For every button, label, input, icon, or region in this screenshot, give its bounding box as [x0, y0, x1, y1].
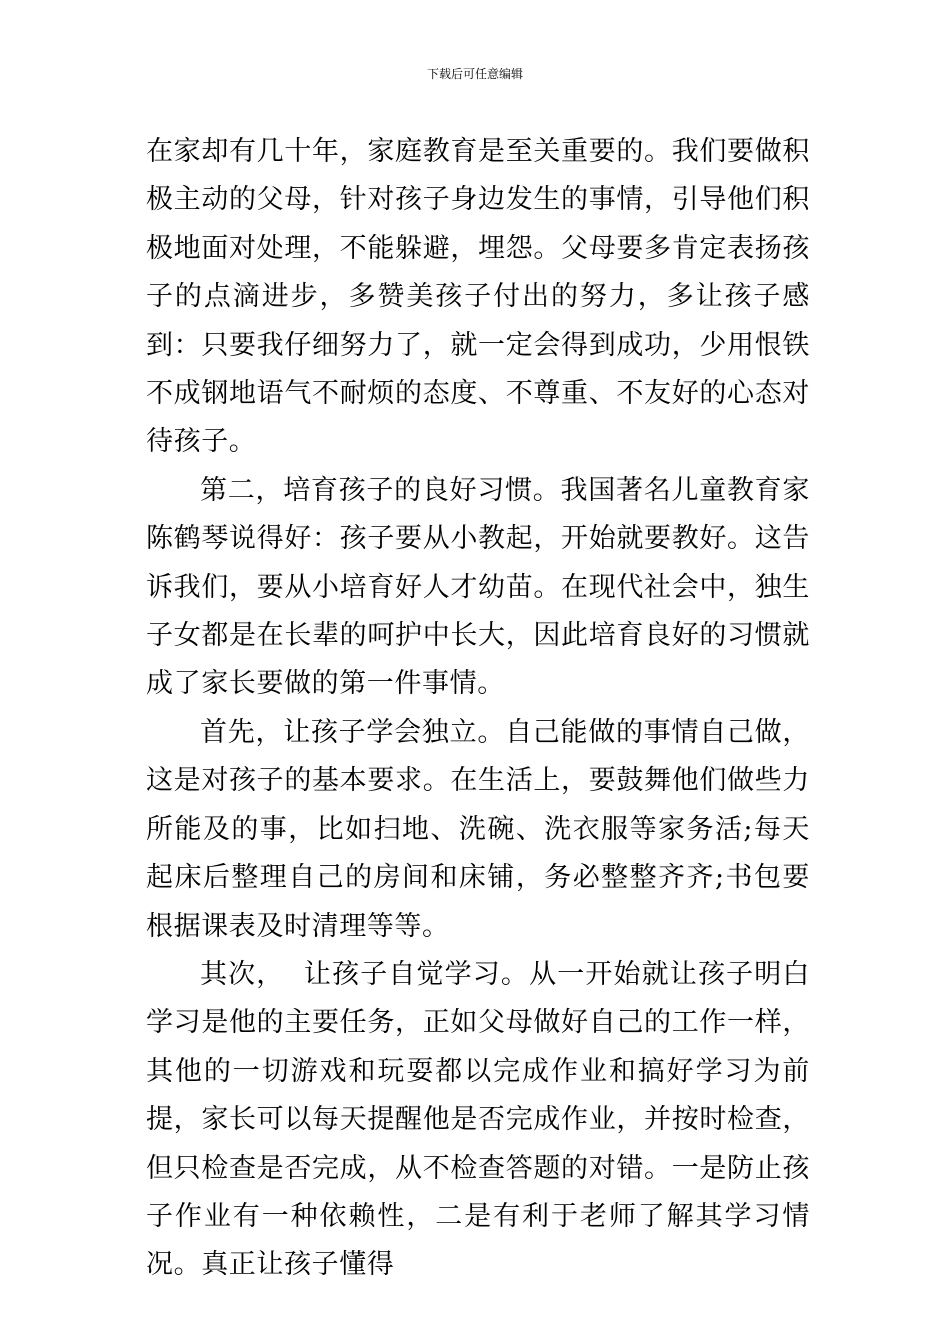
paragraph-3: 首先，让孩子学会独立。自己能做的事情自己做，这是对孩子的基本要求。在生活上，要鼓舞他们做些力所能及的事，比如扫地、洗碗、洗衣服等家务活;每天起床后整理自己的房间和床铺，务必整整齐齐;书包要根据课表及时清理等等。: [146, 716, 810, 942]
paragraph-1: 在家却有几十年，家庭教育是至关重要的。我们要做积极主动的父母，针对孩子身边发生的事情，引导他们积极地面对处理，不能躲避，埋怨。父母要多肯定表扬孩子的点滴进步，多赞美孩子付出的努力，多让孩子感到：只要我仔细努力了，就一定会得到成功，少用恨铁不成钢地语气不耐烦的态度、不尊重、不友好的心态对待孩子。: [146, 136, 810, 458]
paragraph-4: 其次， 让孩子自觉学习。从一开始就让孩子明白学习是他的主要任务，正如父母做好自己的工作一样，其他的一切游戏和玩耍都以完成作业和搞好学习为前提，家长可以每天提醒他是否完成作业，并按时检查，但只检查是否完成，从不检查答题的对错。一是防止孩子作业有一种依赖性，二是有利于老师了解其学习情况。真正让孩子懂得: [146, 958, 810, 1281]
document-body: [146, 128, 810, 1290]
paragraph-2: 第二，培育孩子的良好习惯。我国著名儿童教育家陈鹤琴说得好：孩子要从小教起，开始就要教好。这告诉我们，要从小培育好人才幼苗。在现代社会中，独生子女都是在长辈的呵护中长大，因此培育良好的习惯就成了家长要做的第一件事情。: [146, 474, 810, 700]
page-header-note: 下载后可任意编辑: [426, 67, 523, 81]
